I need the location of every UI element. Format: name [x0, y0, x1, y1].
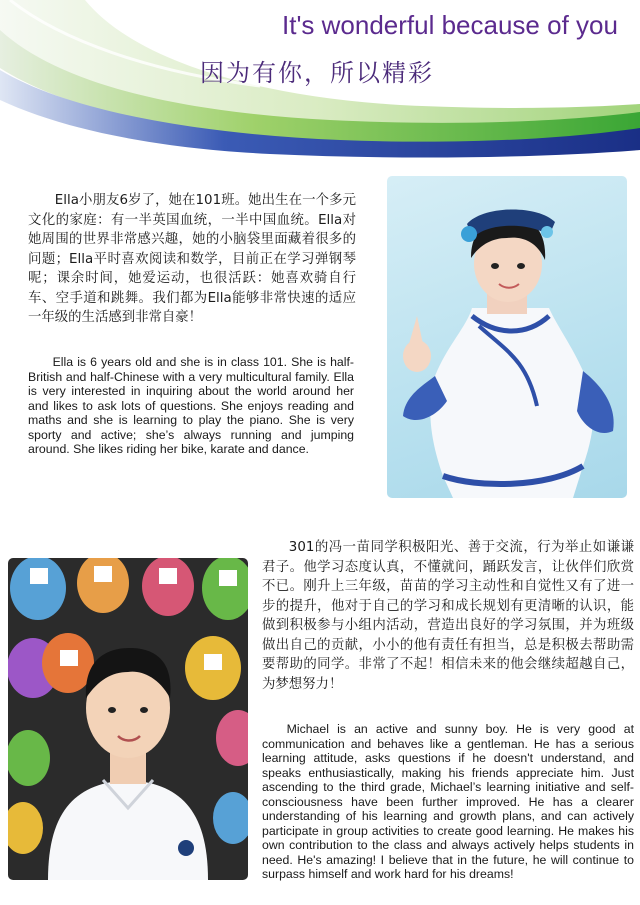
title-chinese: 因为有你，所以精彩: [200, 59, 434, 87]
michael-photo: [8, 558, 248, 880]
ella-english-paragraph: Ella is 6 years old and she is in class 101. She is half-British and half-Chinese with a very multicultural family. Ella is very interested in inquiring about the world around her and likes to ask lots of questions. She enjoys reading and maths and she is learning to play the piano. She is very sporty and active; she’s always running and jumping around. She likes riding her bike, karate and dance.: [28, 355, 354, 456]
michael-english-paragraph: Michael is an active and sunny boy. He is very good at communication and behaves like a gentleman. He has a serious learning attitude, asks questions if he doesn't understand, and speaks enthusiastically, making his friends appreciate him. Just ascending to the third grade, Michael’s learning initiative and self-consciousness have been further improved. He has a clearer understanding of his learning and growth plans, and can actively participate in group activities to create good learning. He makes his own contribution to the class and always actively helps students in need. He's amazing! I believe that in the future, he will continue to surpass himself and work hard for his dreams!: [262, 722, 634, 881]
title-english: It's wonderful because of you: [282, 10, 618, 40]
michael-chinese-paragraph: 301的冯一苗同学积极阳光、善于交流，行为举止如谦谦君子。他学习态度认真，不懂就问，踊跃发言，让伙伴们欣赏不已。刚升上三年级，苗苗的学习主动性和自觉性又有了进一步的提升，他对于自己的学习和成长规划有更清晰的认识，能做到积极参与小组内活动，营造出良好的学习氛围，并为班级做出自己的贡献，小小的他有责任有担当，总是积极去帮助需要帮助的同学。非常了不起！相信未来的他会继续超越自己，为梦想努力！: [262, 540, 634, 692]
header-banner: [0, 0, 640, 160]
ella-photo: [387, 176, 627, 498]
ella-chinese-paragraph: Ella小朋友6岁了，她在101班。她出生在一个多元文化的家庭：有一半英国血统，一半中国血统。Ella对她周围的世界非常感兴趣，她的小脑袋里面藏着很多的问题；Ella平时喜欢阅读和数学，目前正在学习弹钢琴呢；课余时间，她爱运动，也很活跃：她喜欢骑自行车、空手道和跳舞。我们都为Ella能够非常快速的适应一年级的生活感到非常自豪！: [28, 193, 356, 325]
